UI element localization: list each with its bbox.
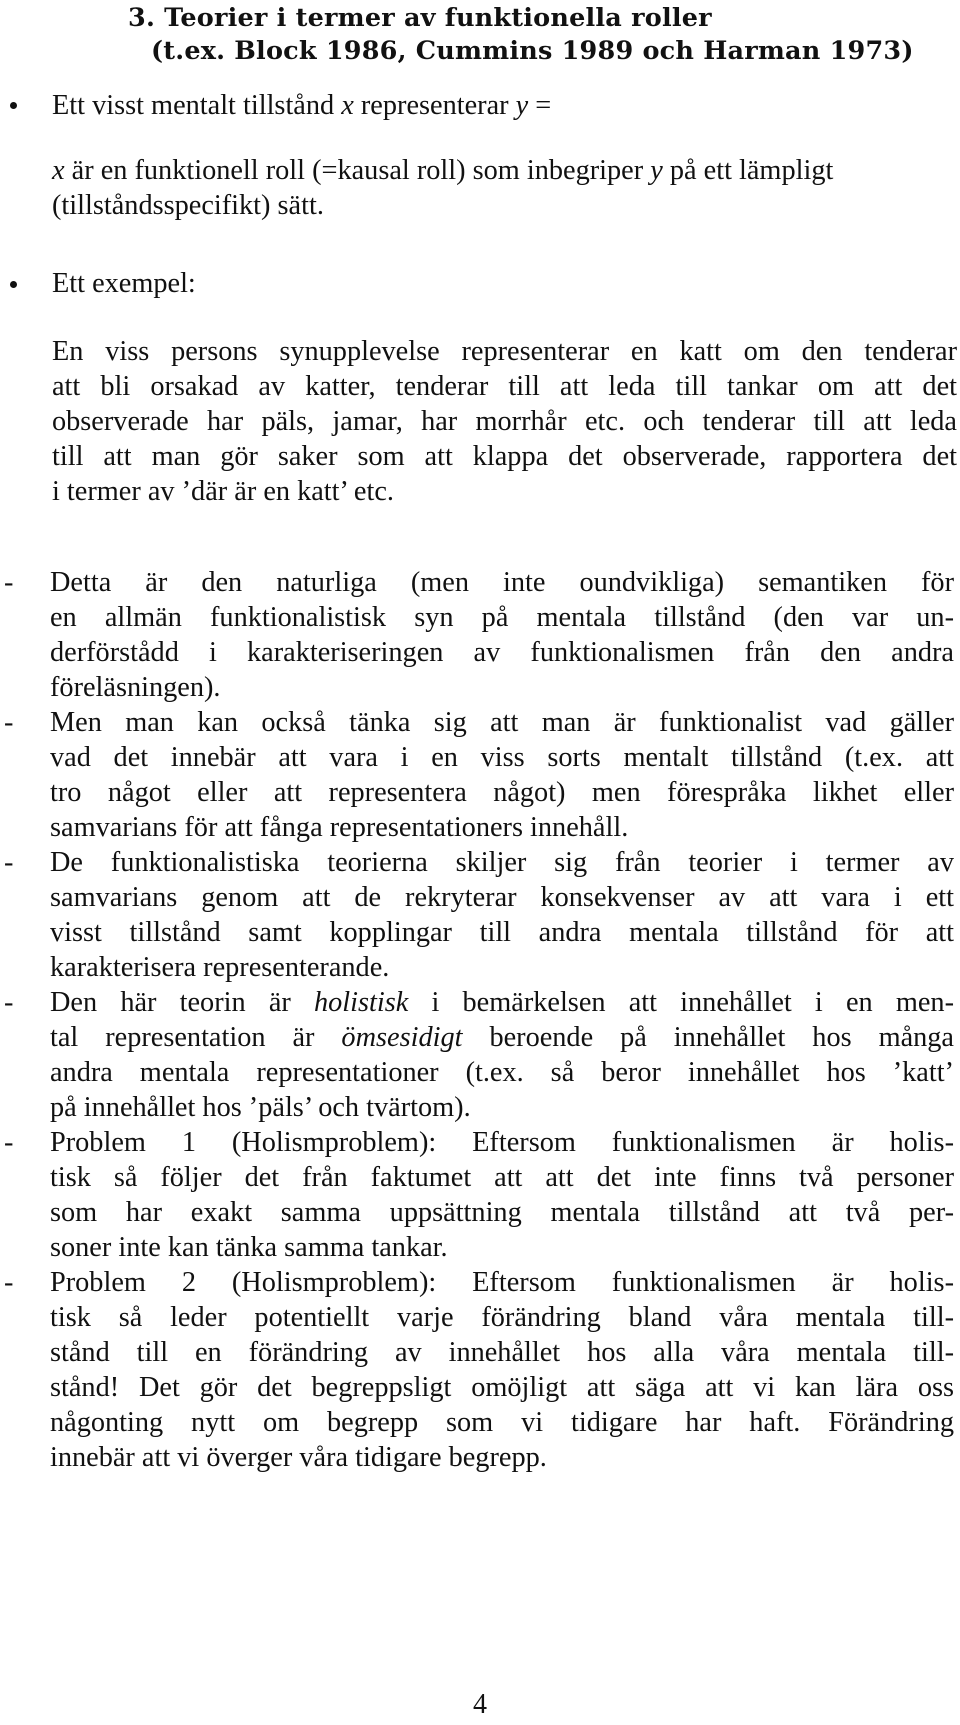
paragraph-4-line-2 <box>50 1020 954 1056</box>
paragraph-3-line-2: samvarians genom att de rekryterar konsekvenser av att vara i ett <box>50 882 954 913</box>
paragraph-1-line-3: derförstådd i karakteriseringen av funktionalismen från den andra <box>50 637 954 668</box>
paragraph-6-line-4: stånd! Det gör det begreppsligt omöjligt att säga att vi kan lära oss <box>50 1372 954 1403</box>
paragraph-2-line-1: Men man kan också tänka sig att man är funktionalist vad gäller <box>50 707 954 738</box>
bullet-2-line-3: observerade har päls, jamar, har morrhår etc. och tenderar till att leda <box>52 406 957 437</box>
paragraph-4-line-1 <box>50 985 954 1021</box>
paragraph-4-line-4: på innehållet hos ’päls’ och tvärtom). <box>50 1092 471 1123</box>
math-var-x: x <box>341 90 354 121</box>
paragraph-5-line-3: som har exakt samma uppsättning mentala tillstånd att två per- <box>50 1197 954 1228</box>
paragraph-6-line-5: någonting nytt om begrepp som vi tidigare har haft. Förändring <box>50 1407 954 1438</box>
text-run: beroende på innehållet hos många <box>462 1022 954 1053</box>
text-run: Den här teorin är <box>50 987 314 1018</box>
dash-marker: - <box>4 707 14 738</box>
bullet-2-line-2: att bli orsakad av katter, tenderar till att leda till tankar om att det <box>52 371 957 402</box>
dash-marker: - <box>4 1127 14 1158</box>
dash-marker: - <box>4 567 14 598</box>
bullet-icon <box>10 281 17 288</box>
paragraph-6-line-3: stånd till en förändring av innehållet hos alla våra mentala till- <box>50 1337 954 1368</box>
bullet-1-line-2 <box>52 153 957 189</box>
paragraph-5-line-2: tisk så följer det från faktumet att att det inte finns två personer <box>50 1162 954 1193</box>
emphasis-holistisk: holistisk <box>313 987 409 1018</box>
text-run: representerar <box>353 90 516 121</box>
paragraph-2-line-2: vad det innebär att vara i en viss sorts mentalt tillstånd (t.ex. att <box>50 742 954 773</box>
paragraph-5-line-1: Problem 1 (Holismproblem): Eftersom funktionalismen är holis- <box>50 1127 954 1158</box>
paragraph-3-line-3: visst tillstånd samt kopplingar till andra mentala tillstånd för att <box>50 917 954 948</box>
dash-marker: - <box>4 987 14 1018</box>
text-run: tal representation är <box>50 1022 342 1053</box>
bullet-1-line-3: (tillståndsspecifikt) sätt. <box>52 190 324 221</box>
math-var-y: y <box>650 155 663 186</box>
dash-marker: - <box>4 1267 14 1298</box>
heading-line-2: (t.ex. Block 1986, Cummins 1989 och Harman 1973) <box>151 36 914 66</box>
paragraph-6-line-1: Problem 2 (Holismproblem): Eftersom funktionalismen är holis- <box>50 1267 954 1298</box>
text-run: = <box>528 90 552 121</box>
heading-line-1: 3. Teorier i termer av funktionella roller <box>128 3 712 33</box>
paragraph-2-line-3: tro något eller att representera något) men förespråka likhet eller <box>50 777 954 808</box>
paragraph-1-line-4: föreläsningen). <box>50 672 221 703</box>
bullet-1-line-1 <box>52 88 957 124</box>
paragraph-3-line-1: De funktionalistiska teorierna skiljer sig från teorier i termer av <box>50 847 954 878</box>
bullet-2-intro: Ett exempel: <box>52 268 196 299</box>
paragraph-2-line-4: samvarians för att fånga representationers innehåll. <box>50 812 629 843</box>
text-run: Ett visst mentalt tillstånd <box>52 90 342 121</box>
paragraph-1-line-2: en allmän funktionalistisk syn på mentala tillstånd (den var un- <box>50 602 954 633</box>
text-run: i bemärkelsen att innehållet i en men- <box>408 987 954 1018</box>
paragraph-4-line-3: andra mentala representationer (t.ex. så beror innehållet hos ’katt’ <box>50 1057 954 1088</box>
text-run: på ett lämpligt <box>662 155 834 186</box>
math-var-y: y <box>515 90 529 121</box>
paragraph-6-line-6: innebär att vi överger våra tidigare begrepp. <box>50 1442 547 1473</box>
math-var-x: x <box>52 155 65 186</box>
text-run: är en funktionell roll (=kausal roll) som inbegriper <box>64 155 651 186</box>
emphasis-omsesidigt: ömsesidigt <box>341 1022 463 1053</box>
page-number: 4 <box>473 1689 487 1720</box>
paragraph-5-line-4: soner inte kan tänka samma tankar. <box>50 1232 448 1263</box>
bullet-2-line-4: till att man gör saker som att klappa det observerade, rapportera det <box>52 441 957 472</box>
paragraph-6-line-2: tisk så leder potentiellt varje förändring bland våra mentala till- <box>50 1302 954 1333</box>
dash-marker: - <box>4 847 14 878</box>
section-heading <box>128 2 914 68</box>
bullet-2-line-5: i termer av ’där är en katt’ etc. <box>52 476 394 507</box>
bullet-2-line-1: En viss persons synupplevelse representerar en katt om den tenderar <box>52 336 957 367</box>
paragraph-3-line-4: karakterisera representerande. <box>50 952 390 983</box>
paragraph-1-line-1: Detta är den naturliga (men inte oundvikliga) semantiken för <box>50 567 954 598</box>
bullet-icon <box>10 102 17 109</box>
